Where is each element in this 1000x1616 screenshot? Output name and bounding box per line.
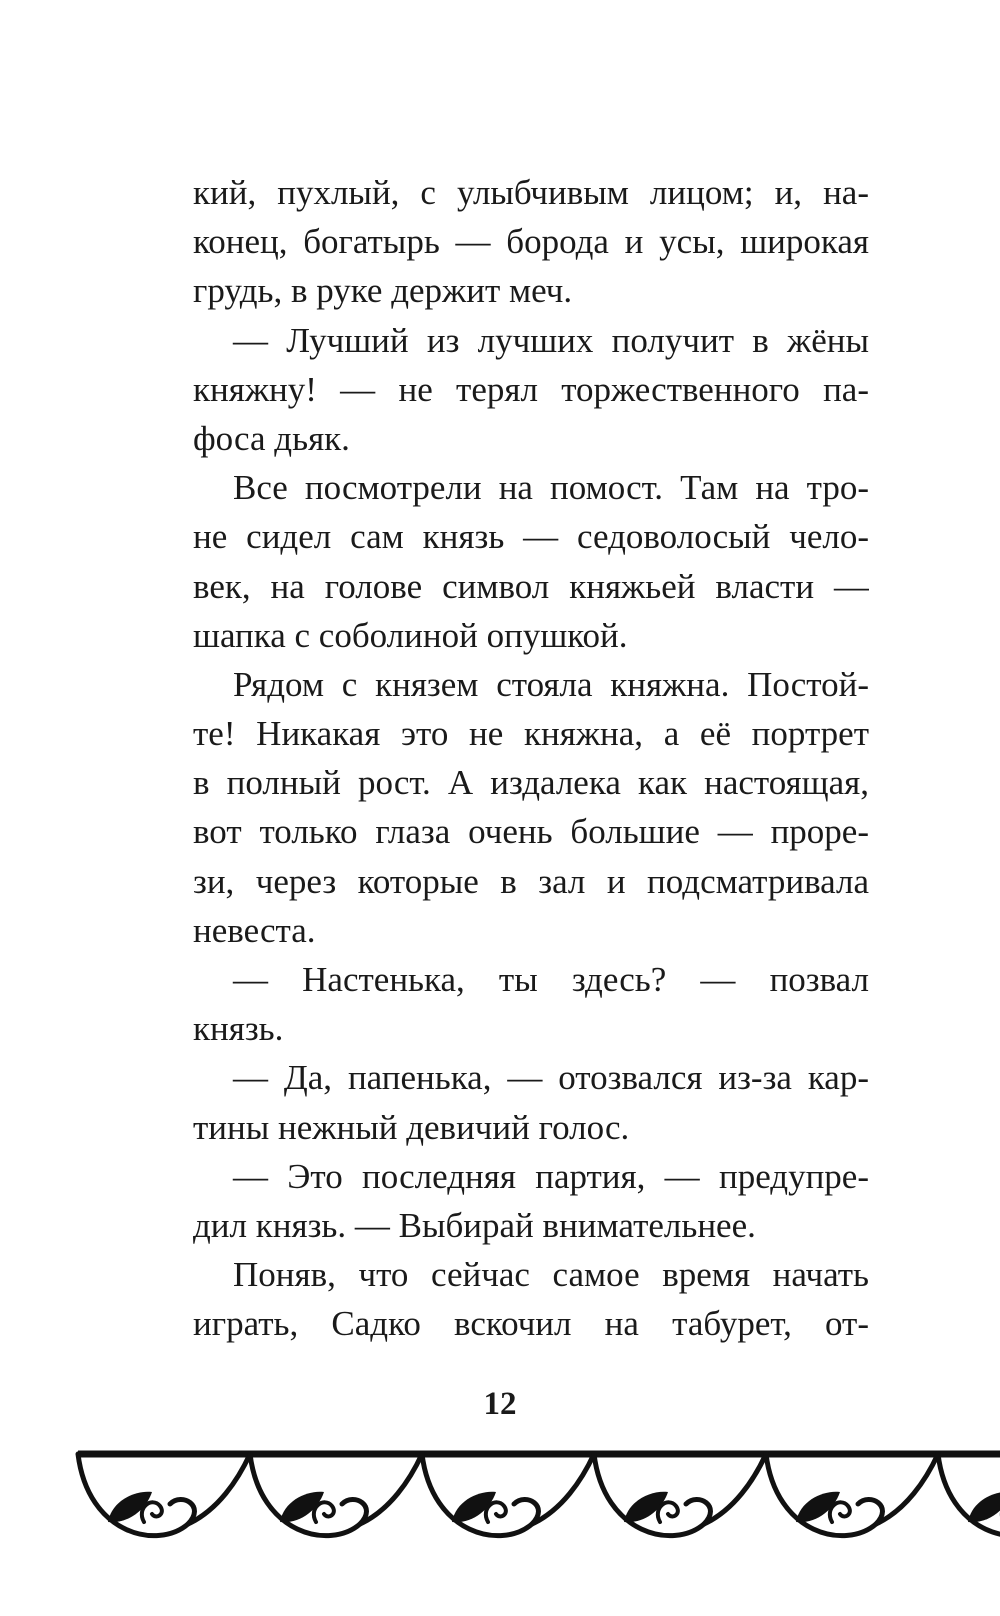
text-line: — Лучший из лучших получит в жёны	[233, 320, 869, 360]
ornament-curl	[658, 1502, 678, 1522]
body-text	[193, 168, 869, 1349]
text-line: не сидел сам князь — седоволосый чело-	[193, 517, 869, 557]
text-line: князь.	[193, 1009, 284, 1049]
ornament-curl	[142, 1502, 162, 1522]
vine-border-ornament-icon	[0, 1440, 1000, 1560]
text-line: фоса дьяк.	[193, 418, 350, 458]
ornament-stem	[876, 1454, 938, 1524]
text-line: кий, пухлый, с улыбчивым лицом; и, на-	[193, 173, 869, 212]
ornament-vine-units	[78, 1454, 1000, 1536]
ornament-stem	[704, 1454, 766, 1524]
ornament-leaf	[968, 1492, 1000, 1522]
text-line: — Да, папенька, — отозвался из-за кар-	[233, 1058, 869, 1098]
text-line: шапка с соболиной опушкой.	[193, 615, 628, 655]
text-line: дил князь. — Выбирай внимательнее.	[193, 1205, 756, 1245]
text-line: Все посмотрели на помост. Там на тро-	[233, 468, 869, 508]
text-line: — Это последняя партия, — предупре-	[233, 1156, 869, 1196]
text-line: княжну! — не терял торжественного па-	[193, 369, 869, 409]
text-line: конец, богатырь — борода и усы, широкая	[193, 222, 869, 262]
text-line: Рядом с князем стояла княжна. Постой-	[233, 664, 869, 704]
ornament-stem	[360, 1454, 422, 1524]
text-line: тины нежный девичий голос.	[193, 1107, 630, 1147]
text-line: невеста.	[193, 910, 316, 950]
ornament-stem	[532, 1454, 594, 1524]
text-line: в полный рост. А издалека как настоящая,	[193, 763, 869, 803]
text-line: вот только глаза очень большие — проре-	[193, 812, 869, 852]
text-line: играть, Садко вскочил на табурет, от-	[193, 1304, 869, 1344]
text-line: грудь, в руке держит меч.	[193, 271, 573, 311]
text-line: век, на голове символ княжьей власти —	[193, 566, 869, 606]
text-line: те! Никакая это не княжна, а её портрет	[193, 714, 869, 754]
ornament-scroll	[938, 1454, 1000, 1536]
ornament-curl	[830, 1502, 850, 1522]
ornament-curl	[486, 1502, 506, 1522]
page-number: 12	[483, 1386, 517, 1422]
text-line: Поняв, что сейчас самое время начать	[233, 1255, 869, 1295]
ornament-curl	[314, 1502, 334, 1522]
text-line: — Настенька, ты здесь? — позвал	[233, 960, 869, 999]
text-line: зи, через которые в зал и подсматривала	[193, 861, 869, 901]
ornament-stem	[188, 1454, 250, 1524]
